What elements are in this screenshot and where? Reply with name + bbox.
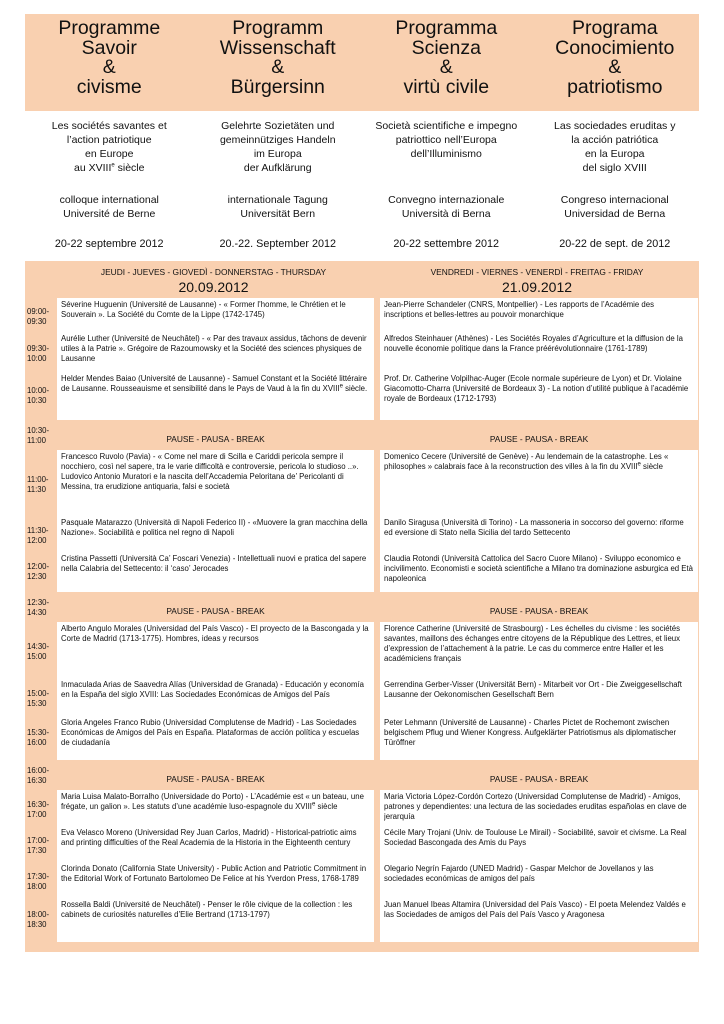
talk-entry: Maria Luisa Malato-Borralho (Universidade do Porto) - L’Académie est « un bateau, une frégate, un galion ». Les statuts d’une académie luso-espagnole du XVIIIe siècle: [61, 792, 364, 811]
conference-dates: 20-22 de sept. de 2012: [559, 238, 671, 250]
title-line: Programa: [571, 17, 658, 39]
talk-entry: Cristina Passetti (Università Ca’ Foscari Venezia) - Intellettuali nuovi e pratica del sapere nella Calabria del Settecento: il ‘caso’ Jerocades: [61, 554, 367, 573]
day-date: 21.09.2012: [501, 279, 573, 295]
title-it: [362, 14, 531, 111]
pause-label: [57, 424, 374, 448]
info-line: internationale Tagung: [227, 194, 328, 206]
info-line: l’action patriotique: [66, 134, 152, 146]
day-header-thursday: [55, 267, 372, 296]
day-label: VENDREDI - VIERNES - VENERDÌ - FREITAG - FRIDAY: [430, 267, 644, 277]
time-label: 15:30- 16:00: [27, 728, 50, 747]
superscript: e: [311, 801, 316, 808]
day-headers: [25, 267, 699, 296]
time-column: [25, 298, 57, 420]
thursday-talks: [57, 298, 374, 420]
talk-entry: Francesco Ruvolo (Pavia) - « Come nel mare di Scilla e Cariddi pericola sempre il nocchiero, così nel sapere, tra le varie difficoltà e controversie, pericola lo studioso ..». Ludovico Antonio Muratori e la nascita dell’Accademia Peloritana de’ Pericolanti di Messina, tra erudizione antiquaria, falsi e società: [61, 452, 359, 491]
conference-dates: 20.-22. September 2012: [219, 238, 336, 250]
time-slot: [25, 828, 57, 864]
time-slot: [25, 300, 57, 334]
info-column: [362, 119, 531, 253]
conference-type: [531, 193, 700, 231]
friday-talks: [380, 450, 698, 592]
pause-label: [380, 764, 698, 788]
time-label: 16:30- 17:00: [27, 800, 50, 819]
time-slot: [25, 452, 57, 518]
info-line: dell’Illuminismo: [410, 148, 482, 160]
info-line: der Aufklärung: [243, 162, 312, 174]
pause-time: 10:30- 11:00: [27, 426, 50, 445]
pause-text: PAUSE - PAUSA - BREAK: [489, 606, 589, 616]
superscript: e: [637, 461, 641, 468]
talk-entry: Helder Mendes Baiao (Université de Lausanne) - Samuel Constant et la Société littéraire de Lausanne. Rousseauisme et sensibilité dans le Pays de Vaud à la fin du XVIIIe siècle.: [61, 374, 368, 393]
talk-columns: [57, 450, 698, 592]
talk-entry: Prof. Dr. Catherine Volpilhac-Auger (Ecole normale supérieure de Lyon) et Dr. Violaine Giacomotto-Charra (Université de Bordeaux 3) - La notion d’utilité publique à l’académie royale de Bordeaux (1712-1793): [384, 374, 689, 403]
info-line: del siglo XVIII: [582, 162, 647, 174]
talk-entry: Séverine Huguenin (Université de Lausanne) - « Former l’homme, le Chrétien et le Souverain ». La Société du Comte de la Lippe (1742-1745): [61, 300, 346, 319]
talk-entry: Gerrendina Gerber-Visser (Universität Bern) - Mitarbeit vor Ort - Die Zweiggesellschaft Lausanne der Oekonomischen Gesellschaft Bern: [384, 680, 682, 699]
title-line: Conocimiento: [555, 36, 675, 59]
talk-entry: Inmaculada Arias de Saavedra Alías (Universidad de Granada) - Educación y economía en la España del siglo XVIII: Las Sociedades Económicas de Amigos del País: [61, 680, 364, 699]
pause-time: 16:00- 16:30: [27, 766, 50, 785]
conference-dates: 20-22 septembre 2012: [54, 238, 164, 250]
session-block: [25, 298, 699, 420]
time-label: 17:30- 18:00: [27, 872, 50, 891]
talk-entry: Maria Victoria López-Cordón Cortezo (Universidad Complutense de Madrid) - Amigos, patrones y dependientes: una lectura de las sociedades eruditas españolas en clave de jerarquía: [384, 792, 687, 821]
info-line: Universidad de Berna: [564, 208, 666, 220]
talk-entry: Olegario Negrín Fajardo (UNED Madrid) - Gaspar Melchor de Jovellanos y las sociedades económicas de amigos del país: [384, 864, 654, 883]
info-line: Las sociedades eruditas y: [554, 120, 676, 132]
talk-entry: Juan Manuel Ibeas Altamira (Universidad del País Vasco) - El poeta Melendez Valdés e las Sociedades de amigos del País del País Vasco y Aragonesa: [384, 900, 686, 919]
title-line: &: [439, 56, 453, 78]
title-line: patriotismo: [567, 75, 663, 98]
talk-entry: Danilo Siragusa (Università di Torino) - La massoneria in soccorso del governo: riforme ed eversione di Stato nella Sicilia del tardo Settecento: [384, 518, 684, 537]
title-line: civisme: [76, 75, 142, 98]
info-line: Universität Bern: [240, 208, 316, 220]
pause-row: [25, 424, 699, 448]
day-label: JEUDI - JUEVES - GIOVEDÌ - DONNERSTAG - THURSDAY: [100, 267, 327, 277]
talk-entry: Aurélie Luther (Université de Neuchâtel) - « Par des travaux assidus, tâchons de devenir utiles à la Patrie ». Grégoire de Razoumowsky et la Société des sciences physiques de Lausanne: [61, 334, 367, 363]
title-band: [25, 14, 699, 111]
pause-label: [380, 424, 698, 448]
info-line: colloque international: [59, 194, 159, 206]
superscript: e: [111, 162, 115, 169]
pause-text: PAUSE - PAUSA - BREAK: [489, 774, 589, 784]
time-label: 18:00- 18:30: [27, 910, 50, 929]
time-slot: [25, 680, 57, 718]
info-line: au XVIIIe siècle: [74, 162, 145, 174]
title-es: [531, 14, 700, 111]
time-slot: [25, 554, 57, 590]
pause-label: [57, 596, 374, 620]
title-fr: [25, 14, 194, 111]
time-label: 17:00- 17:30: [27, 836, 50, 855]
conference-dates: 20-22 settembre 2012: [393, 238, 500, 250]
info-line: Società scientifiche e impegno: [375, 120, 518, 132]
conference-type: [362, 193, 531, 231]
time-label: 11:00- 11:30: [27, 475, 49, 494]
info-column: [531, 119, 700, 253]
title-line: Programme: [58, 17, 161, 39]
info-line: patriottico nell’Europa: [395, 134, 497, 146]
pause-text: PAUSE - PAUSA - BREAK: [166, 434, 265, 444]
thursday-talks: [57, 450, 374, 592]
title-line: Programm: [232, 17, 324, 39]
title-line: Savoir: [81, 36, 137, 59]
time-label: 14:30- 15:00: [27, 642, 50, 661]
pause-time: 12:30- 14:30: [27, 598, 50, 617]
title-line: Programma: [395, 17, 498, 39]
info-description: [362, 119, 531, 183]
title-line: Scienza: [411, 36, 481, 59]
info-line: Les sociétés savantes et: [51, 120, 167, 132]
talk-entry: Jean-Pierre Schandeler (CNRS, Montpellier) - Les rapports de l’Académie des inscriptions et belles-lettres au pouvoir monarchique: [384, 300, 654, 319]
time-slot: [25, 334, 57, 374]
talk-entry: Claudia Rotondi (Università Cattolica del Sacro Cuore Milano) - Sviluppo economico e incivilimento. Economisti e società scientifiche a Milano tra dominazione asburgica ed Età napoleonica: [384, 554, 693, 583]
time-slot: [25, 864, 57, 900]
info-line: en la Europa: [584, 148, 645, 160]
session-blocks: [25, 298, 699, 942]
time-slot: [25, 900, 57, 940]
info-column: [194, 119, 363, 253]
info-line: im Europa: [253, 148, 302, 160]
info-line: Gelehrte Sozietäten und: [221, 120, 335, 132]
thursday-talks: [57, 622, 374, 760]
talk-entry: Domenico Cecere (Université de Genève) - Au lendemain de la catastrophe. Les « philosophes » calabrais face à la reconstruction des villes à la fin du XVIIIe siècle: [384, 452, 669, 471]
talk-entry: Cécile Mary Trojani (Univ. de Toulouse Le Mirail) - Sociabilité, savoir et civisme. La Real Sociedad Bascongada des Amis du Pays: [384, 828, 687, 847]
time-label: 15:00- 15:30: [27, 689, 50, 708]
pause-row: [25, 596, 699, 620]
time-label: 09:00- 09:30: [27, 307, 50, 326]
thursday-talks: [57, 790, 374, 942]
title-line: &: [271, 56, 285, 78]
session-block: [25, 790, 699, 942]
talk-entry: Pasquale Matarazzo (Università di Napoli Federico II) - «Muovere la gran macchina della Nazione». Sociabilità e politica nel regno di Napoli: [61, 518, 368, 537]
title-line: Bürgersinn: [230, 75, 325, 98]
time-slot: [25, 718, 57, 758]
programme-page: [25, 14, 699, 952]
talk-columns: [57, 298, 698, 420]
superscript: e: [339, 383, 343, 390]
time-column: [25, 622, 57, 760]
session-block: [25, 622, 699, 760]
talk-entry: Peter Lehmann (Université de Lausanne) - Charles Pictet de Rochemont zwischen belgischem Pflug und Wiener Kongress. Aufgeklärter Patriotismus als diplomatischer Türöffner: [384, 718, 677, 747]
pause-text: PAUSE - PAUSA - BREAK: [166, 606, 265, 616]
time-slot: [25, 792, 57, 828]
info-line: Congreso internacional: [560, 194, 669, 206]
time-column: [25, 450, 57, 592]
conference-type: [194, 193, 363, 231]
friday-talks: [380, 790, 698, 942]
info-line: la acción patriótica: [571, 134, 659, 146]
pause-label: [380, 596, 698, 620]
talk-entry: Alberto Angulo Morales (Universidad del País Vasco) - El proyecto de la Bascongada y la Corte de Madrid (1713-1775). Hombres, ideas y recursos: [61, 624, 369, 643]
pause-text: PAUSE - PAUSA - BREAK: [166, 774, 265, 784]
title-line: Wissenschaft: [219, 36, 336, 59]
title-line: &: [102, 56, 116, 78]
talk-columns: [57, 790, 698, 942]
info-line: en Europe: [85, 148, 134, 160]
conference-type: [25, 193, 194, 231]
time-label: 09:30- 10:00: [27, 344, 50, 363]
time-slot: [25, 624, 57, 680]
conference-info: [25, 111, 699, 253]
day-date: 20.09.2012: [178, 279, 249, 295]
time-slot: [25, 518, 57, 554]
time-label: 12:00- 12:30: [27, 562, 50, 581]
talk-columns: [57, 622, 698, 760]
talk-entry: Gloria Angeles Franco Rubio (Universidad Complutense de Madrid) - Las Sociedades Económicas de Amigos del País en España. Plataformas de acción política y escuelas de ciudadanía: [61, 718, 360, 747]
friday-talks: [380, 298, 698, 420]
info-line: Università di Berna: [401, 208, 491, 220]
pause-label: [57, 764, 374, 788]
talk-entry: Clorinda Donato (California State University) - Public Action and Patriotic Commitment in the Editorial Work of Fortunato Bartolomeo De Felice at his Yverdon Press, 1768-1789: [61, 864, 367, 883]
talk-entry: Alfredos Steinhauer (Athènes) - Les Sociétés Royales d’Agriculture et la diffusion de la nouvelle économie politique dans la France préérévolutionnaire (1761-1789): [384, 334, 683, 353]
time-column: [25, 790, 57, 942]
title-line: &: [608, 56, 622, 78]
pause-row: [25, 764, 699, 788]
time-slot: [25, 374, 57, 418]
talk-entry: Florence Catherine (Université de Strasbourg) - Les échelles du civisme : les sociétés savantes, maillons des échanges entre citoyens de la République des Lettres, et lieux d’expression de l’attachement à la patrie. Le cas du commerce entre Haller et les académiciens français: [384, 624, 681, 663]
session-block: [25, 450, 699, 592]
info-line: gemeinnütziges Handeln: [219, 134, 336, 146]
time-label: 11:30- 12:00: [27, 526, 49, 545]
info-column: [25, 119, 194, 253]
title-de: [194, 14, 363, 111]
schedule: [25, 261, 699, 952]
talk-entry: Eva Velasco Moreno (Universidad Rey Juan Carlos, Madrid) - Historical-patriotic aims and printing difficulties of the Real Academia de la Historia in the Eighteenth century: [61, 828, 357, 847]
talk-entry: Rossella Baldi (Université de Neuchâtel) - Penser le rôle civique de la collection : les cabinets de curiosités naturelles d’Elie Bertrand (1713-1797): [61, 900, 353, 919]
info-line: Convegno internazionale: [388, 194, 505, 206]
info-line: Université de Berne: [63, 208, 156, 220]
info-description: [25, 119, 194, 183]
title-line: virtù civile: [403, 75, 490, 98]
time-label: 10:00- 10:30: [27, 386, 50, 405]
pause-text: PAUSE - PAUSA - BREAK: [489, 434, 589, 444]
day-header-friday: [378, 267, 696, 296]
info-description: [531, 119, 700, 183]
info-description: [194, 119, 363, 183]
friday-talks: [380, 622, 698, 760]
